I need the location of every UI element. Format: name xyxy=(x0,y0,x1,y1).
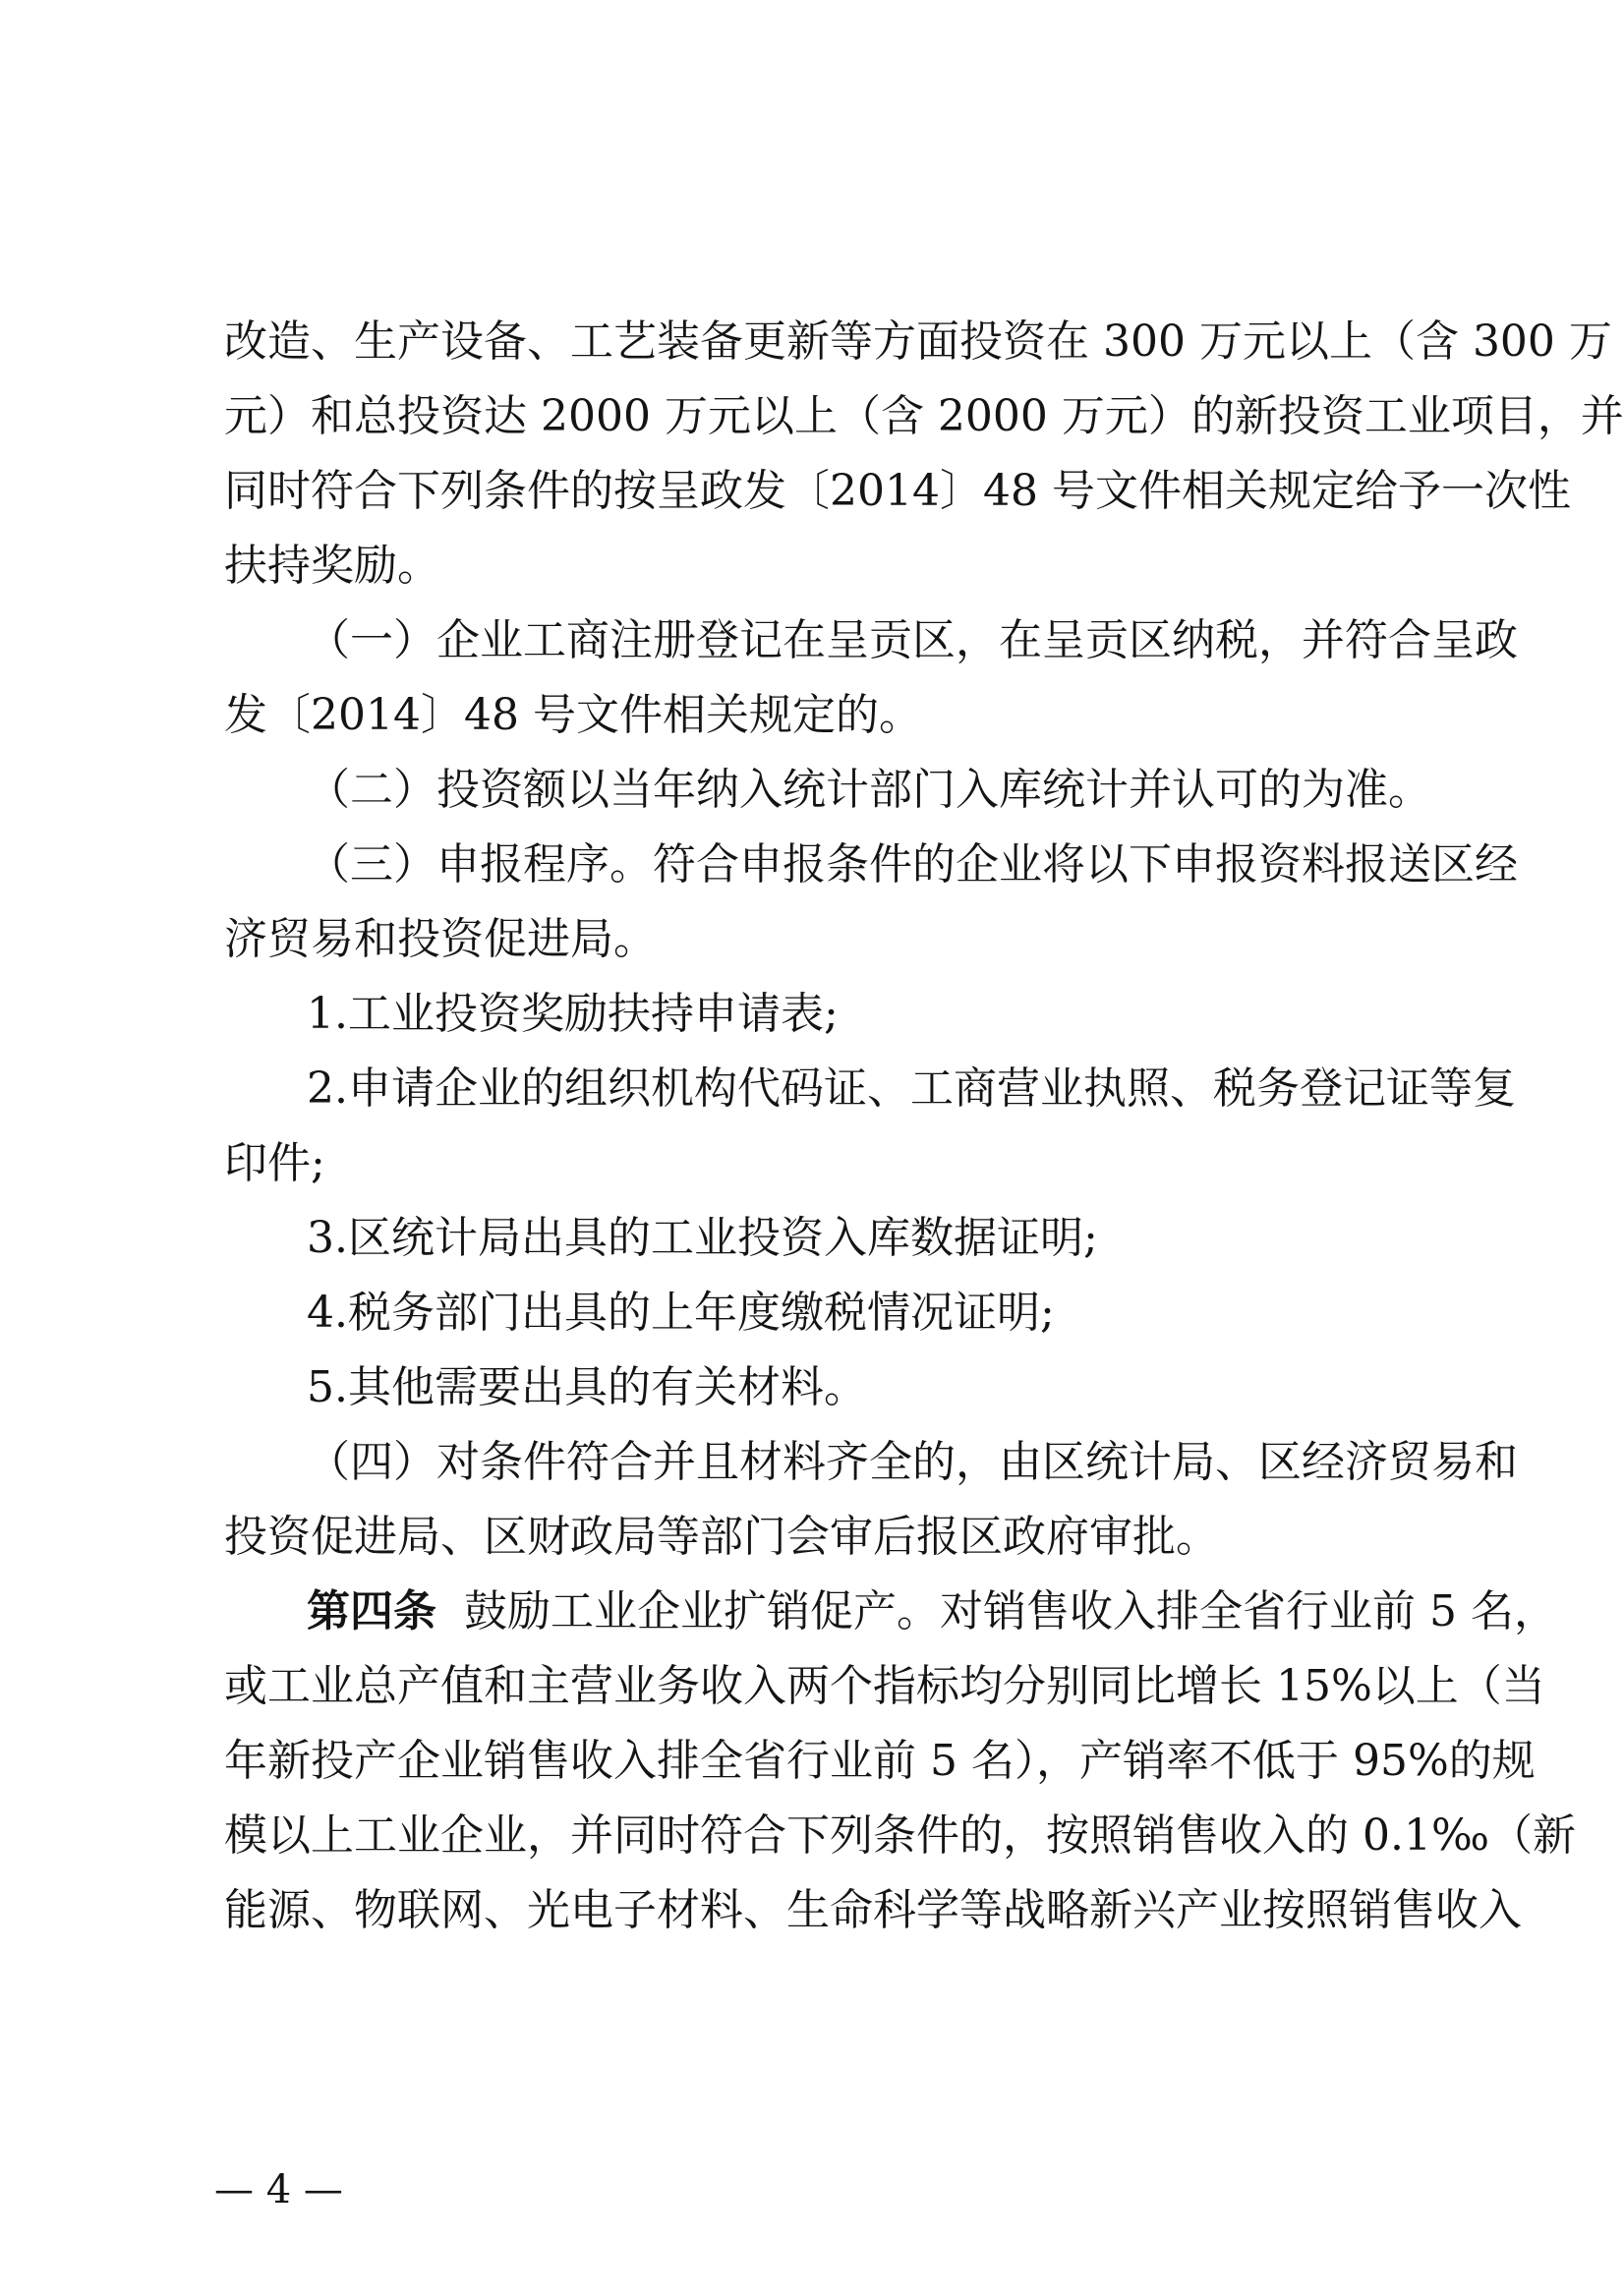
article-label: 第四条 xyxy=(307,1586,436,1636)
material-item-2-line-2: 印件; xyxy=(224,1138,325,1188)
item-two: （二）投资额以当年纳入统计部门入库统计并认可的为准。 xyxy=(307,765,1431,815)
item-four-line-1: （四）对条件符合并且材料齐全的，由区统计局、区经济贸易和 xyxy=(307,1437,1518,1487)
material-item-5: 5.其他需要出具的有关材料。 xyxy=(307,1362,867,1412)
article-four-line-3: 年新投产企业销售收入排全省行业前 5 名），产销率不低于 95%的规 xyxy=(224,1736,1536,1786)
body-line-3: 同时符合下列条件的按呈政发〔2014〕48 号文件相关规定给予一次性 xyxy=(224,466,1571,516)
body-line-2: 元）和总投资达 2000 万元以上（含 2000 万元）的新投资工业项目，并 xyxy=(224,391,1624,441)
item-three-line-2: 济贸易和投资促进局。 xyxy=(224,914,657,964)
material-item-4: 4.税务部门出具的上年度缴税情况证明; xyxy=(307,1288,1055,1338)
item-four-line-2: 投资促进局、区财政局等部门会审后报区政府审批。 xyxy=(224,1512,1219,1562)
article-four-line-1 xyxy=(307,1582,1557,1641)
body-line-4: 扶持奖励。 xyxy=(224,541,440,591)
material-item-3: 3.区统计局出具的工业投资入库数据证明; xyxy=(307,1213,1098,1263)
material-item-2-line-1: 2.申请企业的组织机构代码证、工商营业执照、税务登记证等复 xyxy=(307,1063,1516,1114)
article-four-text: 鼓励工业企业扩销促产。对销售收入排全省行业前 5 名， xyxy=(464,1586,1557,1636)
body-line-1: 改造、生产设备、工艺装备更新等方面投资在 300 万元以上（含 300 万 xyxy=(224,316,1612,367)
page-number: — 4 — xyxy=(214,2167,343,2212)
item-one-line-1: （一）企业工商注册登记在呈贡区，在呈贡区纳税，并符合呈政 xyxy=(307,615,1518,665)
article-four-line-2: 或工业总产值和主营业务收入两个指标均分别同比增长 15%以上（当 xyxy=(224,1661,1545,1711)
item-one-line-2: 发〔2014〕48 号文件相关规定的。 xyxy=(224,690,922,740)
material-item-1: 1.工业投资奖励扶持申请表; xyxy=(307,989,839,1039)
article-four-line-4: 模以上工业企业，并同时符合下列条件的，按照销售收入的 0.1‰（新 xyxy=(224,1810,1576,1861)
article-four-line-5: 能源、物联网、光电子材料、生命科学等战略新兴产业按照销售收入 xyxy=(224,1885,1522,1935)
item-three-line-1: （三）申报程序。符合申报条件的企业将以下申报资料报送区经 xyxy=(307,839,1518,890)
